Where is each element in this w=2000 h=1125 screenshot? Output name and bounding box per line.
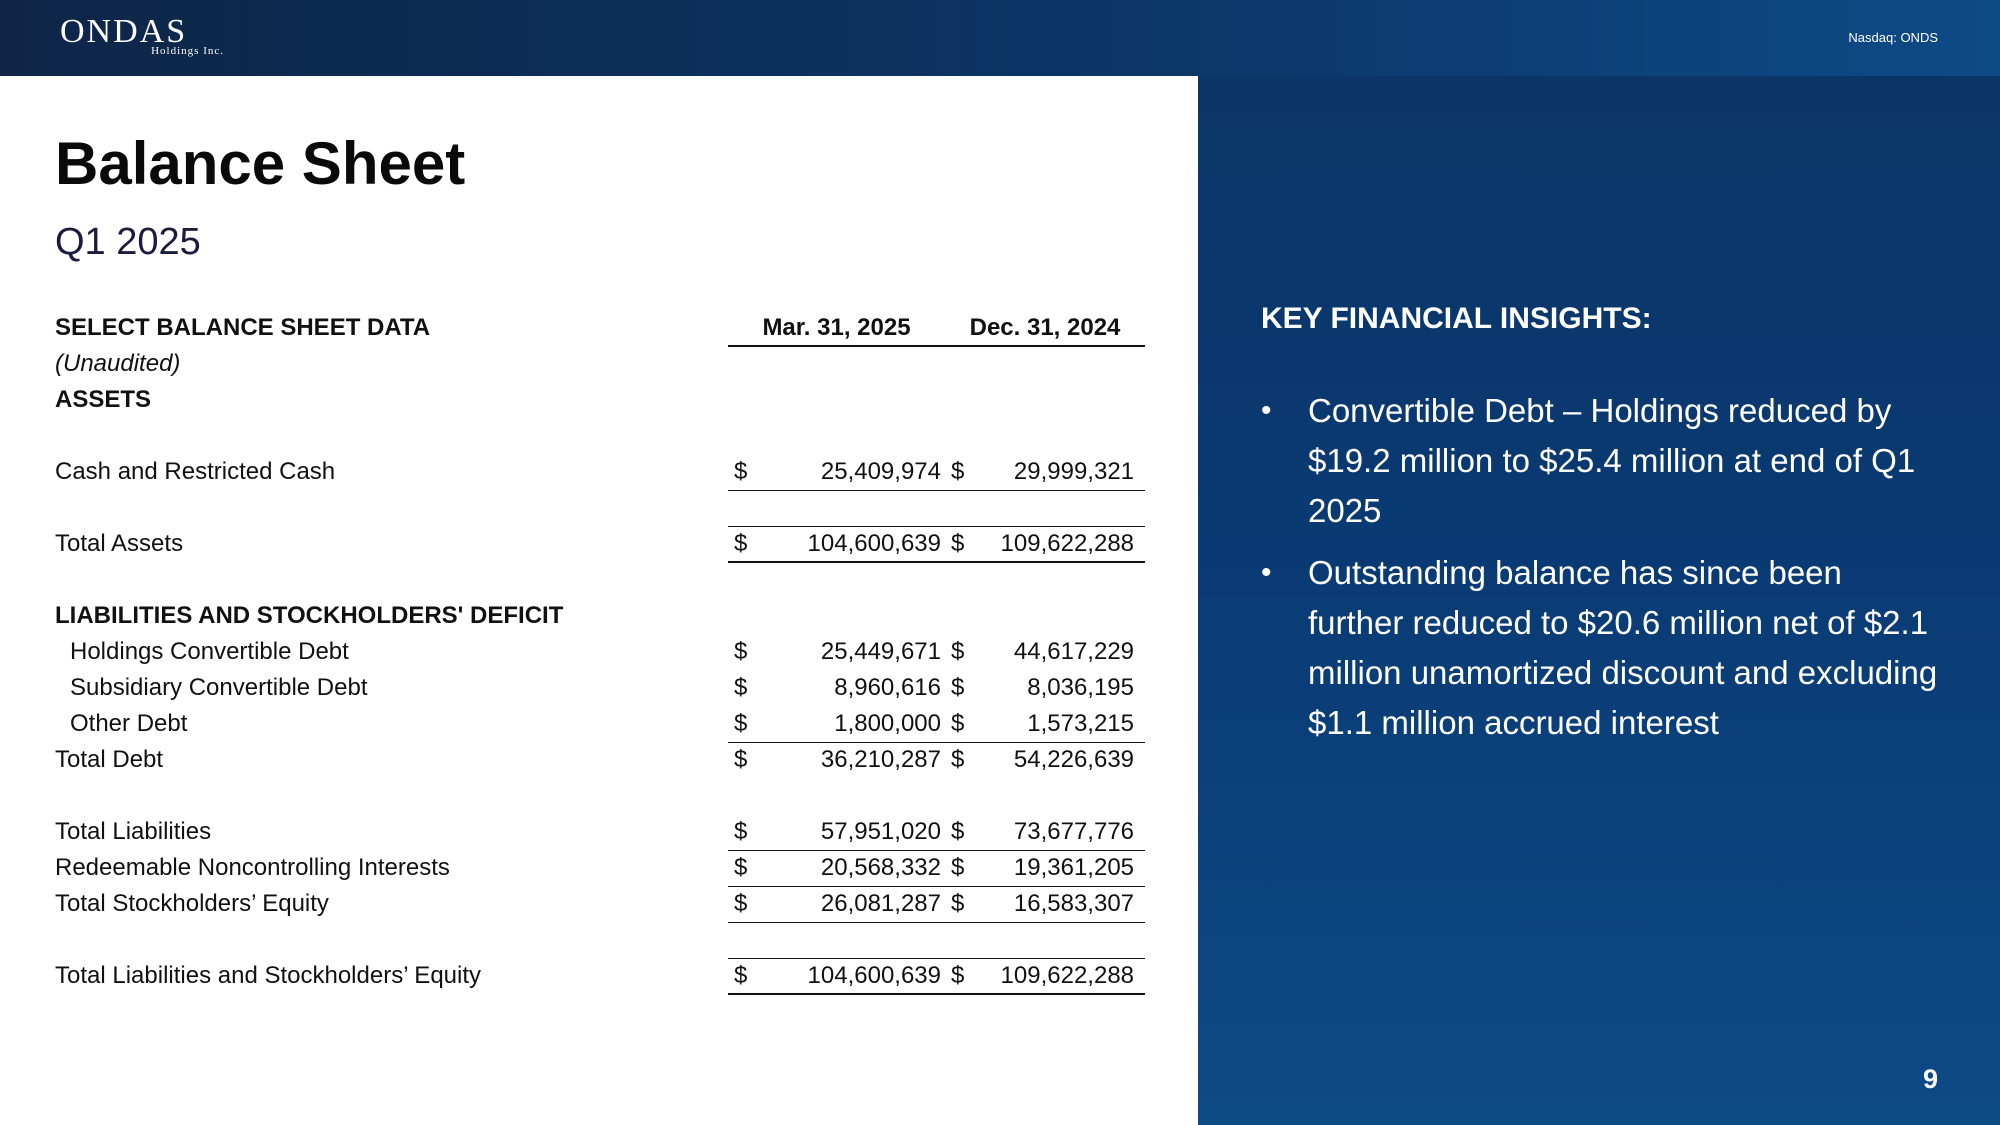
currency-symbol: $ — [728, 850, 756, 886]
currency-symbol: $ — [951, 638, 965, 665]
table-row-noncontrolling — [55, 850, 1145, 886]
value-dec-2024: 109,622,288 — [973, 526, 1145, 562]
table-row — [55, 598, 1145, 634]
table-row-total-liabilities-equity — [55, 958, 1145, 994]
table-row-total-assets — [55, 526, 1145, 562]
table-title: SELECT BALANCE SHEET DATA — [55, 314, 431, 341]
row-label: Total Stockholders’ Equity — [55, 890, 329, 917]
value-dec-2024: 54,226,639 — [1013, 746, 1135, 774]
value-mar-2025: 104,600,639 — [756, 526, 945, 562]
page-number: 9 — [1922, 1064, 1938, 1094]
table-row — [55, 346, 1145, 382]
row-label: Total Liabilities and Stockholders’ Equity — [55, 962, 482, 989]
currency-symbol: $ — [945, 454, 973, 490]
table-row-subsidiary-debt — [55, 670, 1145, 706]
value-mar-2025: 25,409,974 — [756, 454, 945, 490]
currency-symbol: $ — [728, 886, 756, 922]
spacer-row — [55, 778, 1145, 814]
row-label: Other Debt — [70, 710, 188, 737]
row-label: Total Debt — [55, 746, 164, 773]
insight-text: Convertible Debt – Holdings reduced by $19.2 million to $25.4 million at end of Q1 2025 — [1308, 392, 1916, 529]
value-dec-2024: 29,999,321 — [973, 454, 1145, 490]
value-mar-2025: 36,210,287 — [820, 746, 941, 774]
row-label: Subsidiary Convertible Debt — [70, 674, 368, 701]
spacer-row — [55, 490, 1145, 526]
page-title: Balance Sheet — [55, 130, 466, 197]
value-dec-2024: 73,677,776 — [973, 814, 1145, 850]
currency-symbol: $ — [734, 638, 748, 665]
table-header-row — [55, 310, 1145, 346]
row-label: Redeemable Noncontrolling Interests — [55, 854, 450, 881]
insight-text: Outstanding balance has since been further reduced to $20.6 million net of $2.1 million unamortized discount and excluding $1.1 million accrued interest — [1308, 554, 1938, 741]
value-mar-2025: 104,600,639 — [756, 958, 945, 994]
unaudited-note: (Unaudited) — [55, 350, 181, 377]
insight-item — [1261, 386, 1941, 536]
insights-panel — [1198, 76, 2000, 1125]
value-mar-2025: 20,568,332 — [756, 850, 945, 886]
row-label: Total Assets — [55, 530, 184, 557]
assets-heading: ASSETS — [55, 386, 152, 413]
currency-symbol: $ — [951, 746, 965, 774]
currency-symbol: $ — [945, 526, 973, 562]
value-dec-2024: 19,361,205 — [973, 850, 1145, 886]
currency-symbol: $ — [734, 674, 748, 701]
column-header-mar-2025: Mar. 31, 2025 — [728, 310, 945, 346]
currency-symbol: $ — [945, 850, 973, 886]
value-dec-2024: 8,036,195 — [1027, 674, 1135, 701]
spacer-row — [55, 418, 1145, 454]
currency-symbol: $ — [945, 814, 973, 850]
value-dec-2024: 44,617,229 — [1013, 638, 1135, 665]
spacer-row — [55, 922, 1145, 958]
table-row — [55, 382, 1145, 418]
ticker-label: Nasdaq: ONDS — [1848, 30, 1938, 45]
table-row-total-liabilities — [55, 814, 1145, 850]
table-row-stockholders-equity — [55, 886, 1145, 922]
currency-symbol: $ — [728, 814, 756, 850]
value-dec-2024: 1,573,215 — [973, 706, 1145, 742]
ondas-logo — [60, 14, 226, 58]
table-row-holdings-debt — [55, 634, 1145, 670]
insights-list — [1261, 386, 1941, 760]
value-mar-2025: 26,081,287 — [756, 886, 945, 922]
currency-symbol: $ — [728, 958, 756, 994]
row-label: Total Liabilities — [55, 818, 212, 845]
value-mar-2025: 57,951,020 — [756, 814, 945, 850]
value-mar-2025: 1,800,000 — [756, 706, 945, 742]
page-subtitle: Q1 2025 — [55, 221, 201, 263]
currency-symbol: $ — [951, 674, 965, 701]
row-label: Cash and Restricted Cash — [55, 458, 336, 485]
currency-symbol: $ — [734, 746, 748, 774]
currency-symbol: $ — [945, 886, 973, 922]
currency-symbol: $ — [728, 454, 756, 490]
value-mar-2025: 8,960,616 — [834, 674, 941, 701]
value-dec-2024: 109,622,288 — [973, 958, 1145, 994]
table-row-total-debt — [55, 742, 1145, 778]
row-label: Holdings Convertible Debt — [70, 638, 349, 665]
value-dec-2024: 16,583,307 — [973, 886, 1145, 922]
value-mar-2025: 25,449,671 — [820, 638, 941, 665]
table-row-cash — [55, 454, 1145, 490]
spacer-row — [55, 562, 1145, 598]
bullet-icon: • — [1261, 556, 1272, 589]
bullet-icon: • — [1261, 394, 1272, 427]
insight-item — [1261, 548, 1941, 748]
currency-symbol: $ — [945, 958, 973, 994]
currency-symbol: $ — [945, 706, 973, 742]
balance-sheet-table — [55, 310, 1145, 995]
logo-subtext: Holdings Inc. — [151, 45, 224, 57]
currency-symbol: $ — [728, 526, 756, 562]
currency-symbol: $ — [728, 706, 756, 742]
logo-text: ONDAS — [60, 13, 188, 50]
header-bar — [0, 0, 2000, 76]
liabilities-heading: LIABILITIES AND STOCKHOLDERS' DEFICIT — [55, 602, 564, 629]
insights-title: KEY FINANCIAL INSIGHTS: — [1261, 302, 1652, 335]
column-header-dec-2024: Dec. 31, 2024 — [945, 310, 1145, 346]
table-row-other-debt — [55, 706, 1145, 742]
